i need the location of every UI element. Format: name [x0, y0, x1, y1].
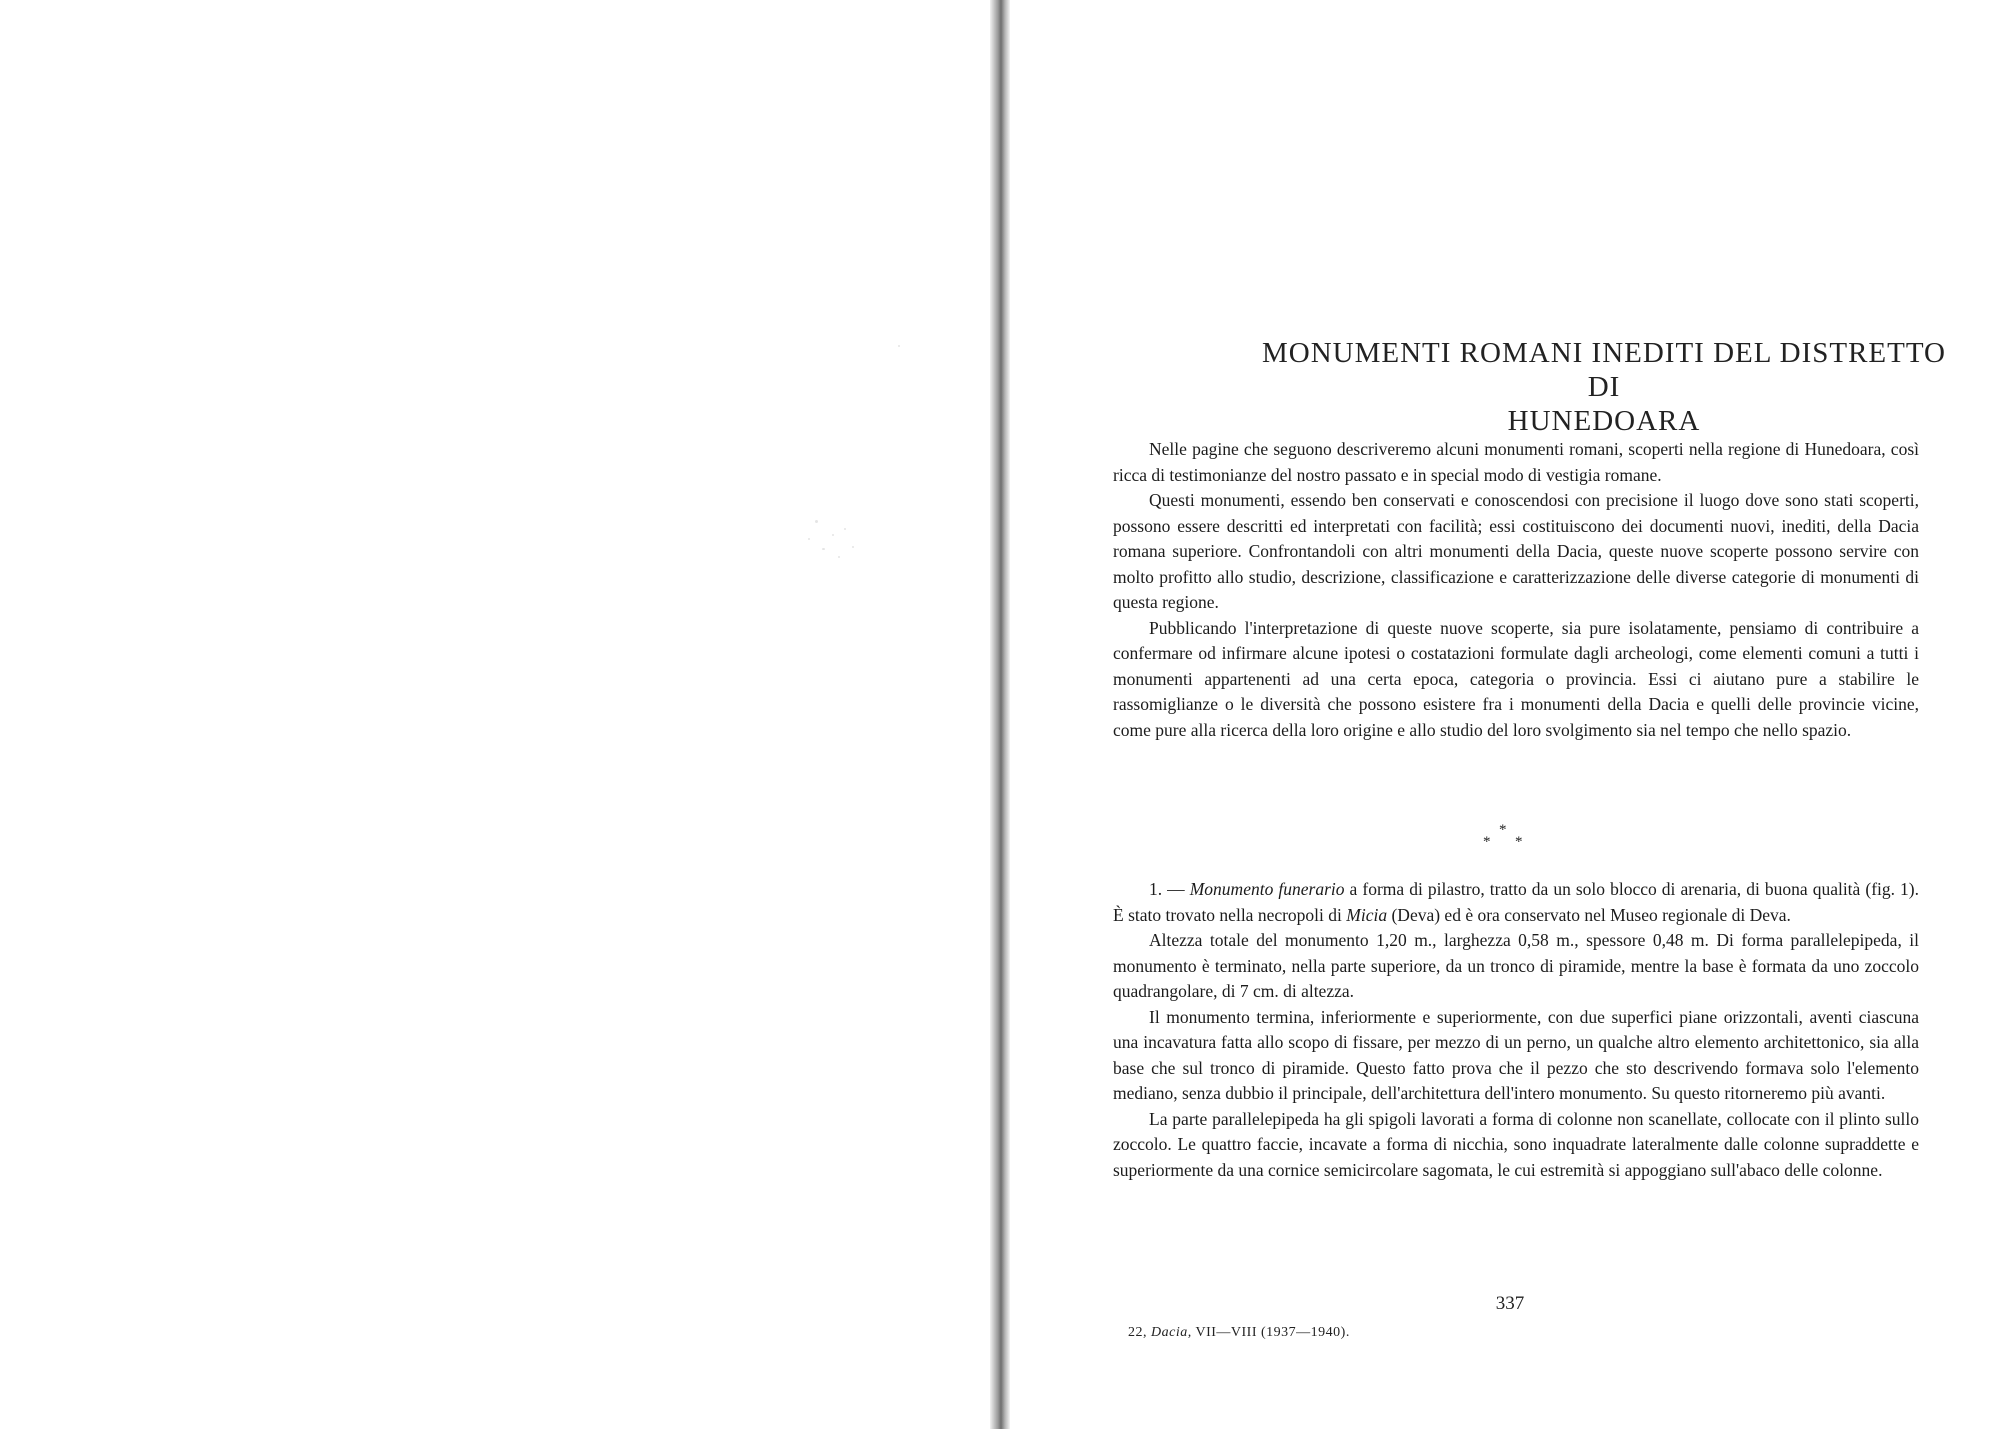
intro-paragraph: Nelle pagine che seguono descriveremo alcuni monumenti romani, scoperti nella regione di Hunedoara, così ricca di testimonianze del nostro passato e in special modo di vestigia romane. — [1113, 439, 1919, 485]
paper-speck — [808, 538, 810, 540]
section-paragraph: La parte parallelepipeda ha gli spigoli lavorati a forma di colonne non scanellate, collocate con il plinto sullo zoccolo. Le quattro faccie, incavate a forma di nicchia, sono inquadrate lateralmente dalle colonne supraddette e superiormente da una cornice semicircolare sagomata, le cui estremità si appoggiano sull'abaco delle colonne. — [1113, 1108, 1919, 1180]
title-line-1: MONUMENTI ROMANI INEDITI DEL DISTRETTO DI — [1262, 337, 1946, 403]
intro-text — [1113, 437, 1919, 743]
right-page — [1010, 0, 2000, 1429]
paragraph-text: a forma di pilastro, tratto da un solo blocco di arenaria, di buona qualità (fig. 1). È stato trovato nella necropoli di — [1113, 879, 1920, 925]
footline-prefix: 22, — [1128, 1325, 1151, 1340]
paragraph-text: (Deva) ed è ora conservato nel Museo regionale di Deva. — [1387, 904, 1791, 925]
paper-speck — [844, 528, 846, 530]
section-paragraph — [1113, 877, 1919, 928]
section-paragraph: Altezza totale del monumento 1,20 m., larghezza 0,58 m., spessore 0,48 m. Di forma parallelepipeda, il monumento è terminato, nella parte superiore, da un tronco di piramide, mentre la base è formata da uno zoccolo quadrangolare, di 7 cm. di altezza. — [1113, 930, 1919, 1001]
paper-speck — [822, 548, 825, 550]
title-line-2: HUNEDOARA — [1507, 405, 1701, 437]
page-number: 337 — [1495, 1293, 1525, 1314]
item-number: 1. — — [1149, 879, 1190, 899]
journal-name: Dacia, — [1151, 1325, 1192, 1340]
italic-term: Micia — [1346, 904, 1388, 925]
section-separator — [1475, 822, 1535, 852]
section-paragraph: Il monumento termina, inferiormente e superiormente, con due superfici piane orizzontali, aventi ciascuna una incavatura fatta allo scopo di fissare, per mezzo di un perno, un qualche altro elemento architettonico, sia alla base che sul tronco di piramide. Questo fatto prova che il pezzo che sto descrivendo formava solo l'elemento mediano, senza dubbio il principale, dell'architettura dell'intero monumento. Su questo ritorneremo più avanti. — [1113, 1006, 1919, 1103]
intro-paragraph: Pubblicando l'interpretazione di queste nuove scoperte, sia pure isolatamente, pensiamo di contribuire a confermare od infirmare alcune ipotesi o costatazioni formulate dagli archeologi, come elementi comuni a tutti i monumenti appartenenti ad una certa epoca, categoria o provincia. Essi ci aiutano pure a stabilire le rassomiglianze o le diversità che possono esistere fra i monumenti della Dacia e quelli delle provincie vicine, come pure alla ricerca della loro origine e allo studio del loro svolgimento sia nel tempo che nello spazio. — [1113, 617, 1919, 740]
article-title — [1250, 336, 1958, 438]
separator-star: * — [1515, 834, 1523, 850]
paper-speck — [898, 345, 900, 347]
journal-volume: VII—VIII (1937—1940). — [1191, 1325, 1350, 1340]
intro-paragraph: Questi monumenti, essendo ben conservati e conoscendosi con precisione il luogo dove sono stati scoperti, possono essere descritti ed interpretati con facilità; essi costituiscono dei documenti nuovi, inediti, della Dacia romana superiore. Confrontandoli con altri monumenti della Dacia, queste nuove scoperte possono servire con molto profitto allo studio, descrizione, classificazione e caratterizzazione delle diverse categorie di monumenti di questa regione. — [1113, 490, 1919, 612]
section-1-text — [1113, 877, 1919, 1183]
separator-star: * — [1483, 834, 1491, 850]
signature-footline — [1128, 1325, 1350, 1341]
paper-speck — [852, 546, 854, 548]
paper-speck — [832, 534, 834, 536]
paper-speck — [838, 556, 840, 558]
left-page-blank — [0, 0, 990, 1429]
separator-star: * — [1499, 822, 1507, 838]
book-gutter — [990, 0, 1010, 1429]
paper-speck — [815, 520, 818, 523]
italic-term: Monumento funerario — [1189, 879, 1345, 899]
